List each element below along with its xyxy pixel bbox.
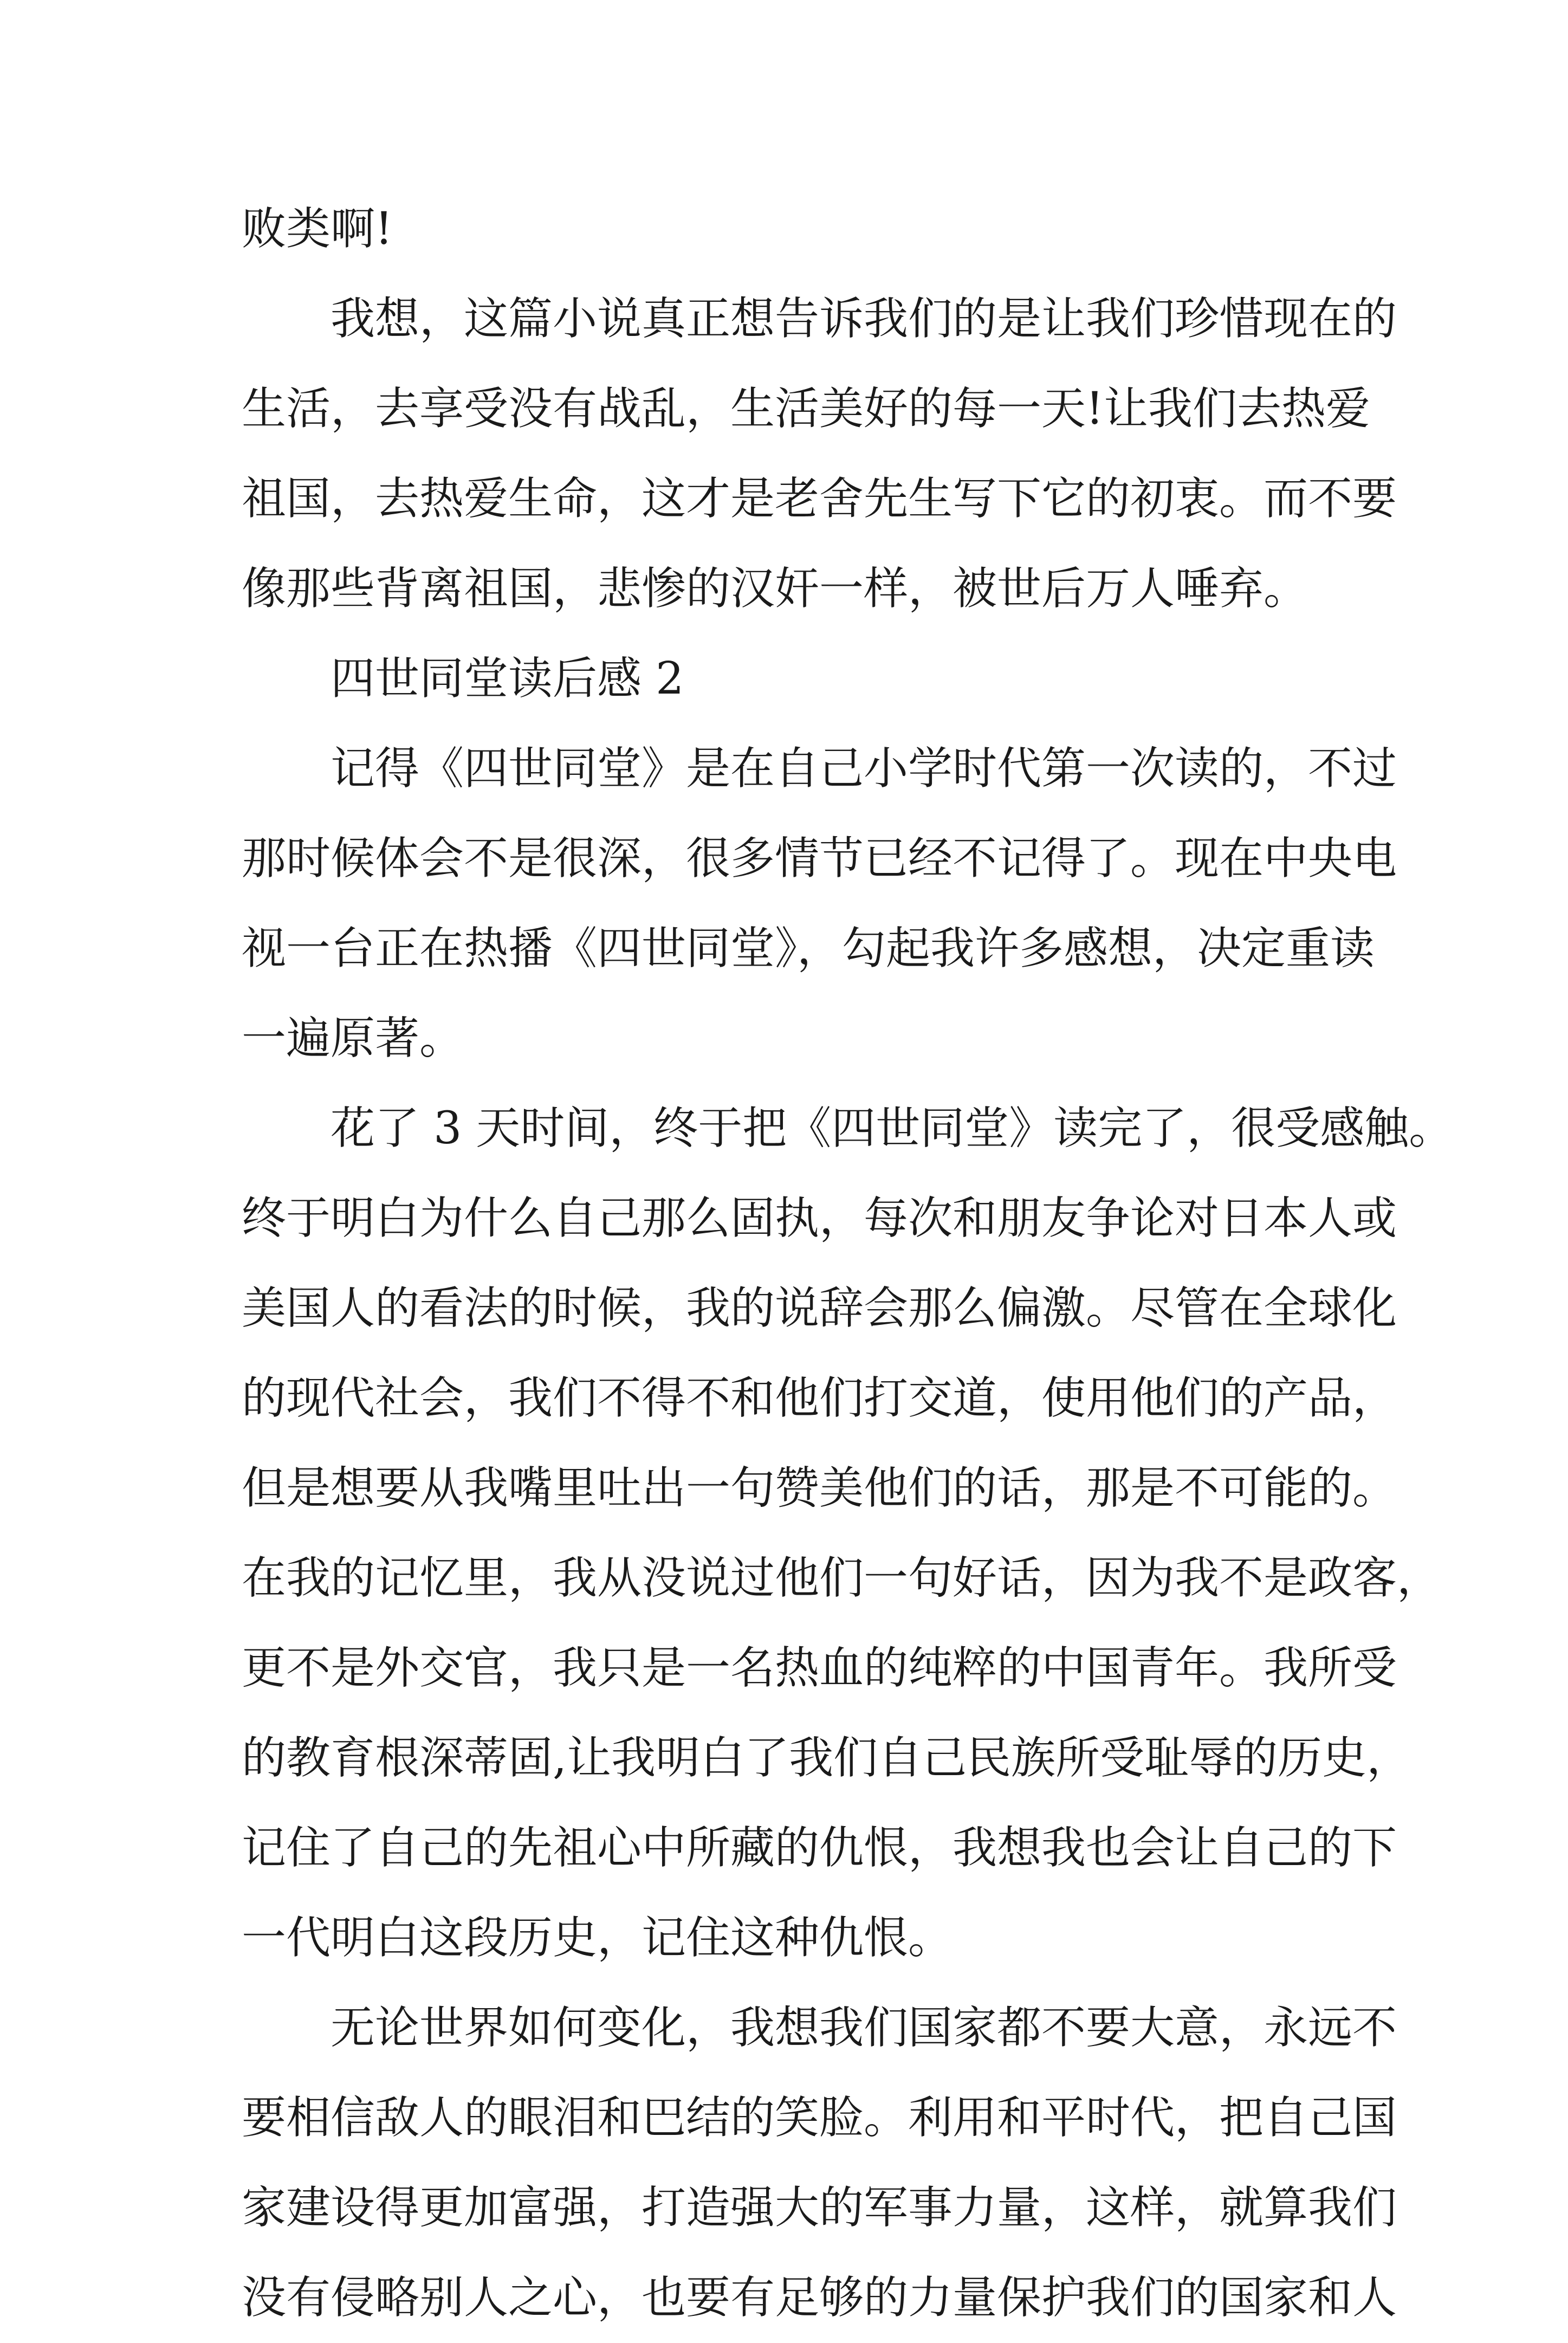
text-line: 没有侵略别人之心，也要有足够的力量保护我们的国家和人	[242, 2272, 1397, 2323]
text-line: 美国人的看法的时候，我的说辞会那么偏激。尽管在全球化	[242, 1283, 1397, 1334]
text-line: 更不是外交官，我只是一名热血的纯粹的中国青年。我所受	[242, 1642, 1397, 1694]
text-line: 在我的记忆里，我从没说过他们一句好话，因为我不是政客，	[242, 1552, 1442, 1604]
text-line: 像那些背离祖国，悲惨的汉奸一样，被世后万人唾弃。	[242, 563, 1308, 614]
text-line: 的教育根深蒂固,让我明白了我们自己民族所受耻辱的历史，	[242, 1732, 1411, 1784]
text-line: 一遍原著。	[242, 1013, 464, 1064]
paragraph-first-line: 花了 3 天时间，终于把《四世同堂》读完了，很受感触。	[331, 1103, 1454, 1154]
text-line: 记住了自己的先祖心中所藏的仇恨，我想我也会让自己的下	[242, 1822, 1397, 1874]
text-line: 那时候体会不是很深，很多情节已经不记得了。现在中央电	[242, 833, 1397, 884]
text-line: 视一台正在热播《四世同堂》，勾起我许多感想，决定重读	[242, 923, 1375, 974]
text-line: 终于明白为什么自己那么固执，每次和朋友争论对日本人或	[242, 1193, 1397, 1244]
text-line: 一代明白这段历史，记住这种仇恨。	[242, 1912, 953, 1964]
body-text	[242, 184, 1454, 2343]
text-line: 生活，去享受没有战乱，生活美好的每一天!让我们去热爱	[242, 383, 1370, 435]
paragraph-first-line: 无论世界如何变化，我想我们国家都不要大意，永远不	[331, 2002, 1397, 2054]
paragraph-first-line: 我想，这篇小说真正想告诉我们的是让我们珍惜现在的	[331, 293, 1397, 345]
text-line: 但是想要从我嘴里吐出一句赞美他们的话，那是不可能的。	[242, 1462, 1397, 1514]
paragraph-first-line: 记得《四世同堂》是在自己小学时代第一次读的，不过	[331, 743, 1397, 794]
text-line: 家建设得更加富强，打造强大的军事力量，这样，就算我们	[242, 2182, 1397, 2234]
text-line: 的现代社会，我们不得不和他们打交道，使用他们的产品，	[242, 1373, 1397, 1424]
text-line: 要相信敌人的眼泪和巴结的笑脸。利用和平时代，把自己国	[242, 2092, 1397, 2144]
section-heading: 四世同堂读后感 2	[331, 653, 684, 704]
text-line: 祖国，去热爱生命，这才是老舍先生写下它的初衷。而不要	[242, 473, 1397, 525]
text-line: 败类啊!	[242, 203, 393, 255]
